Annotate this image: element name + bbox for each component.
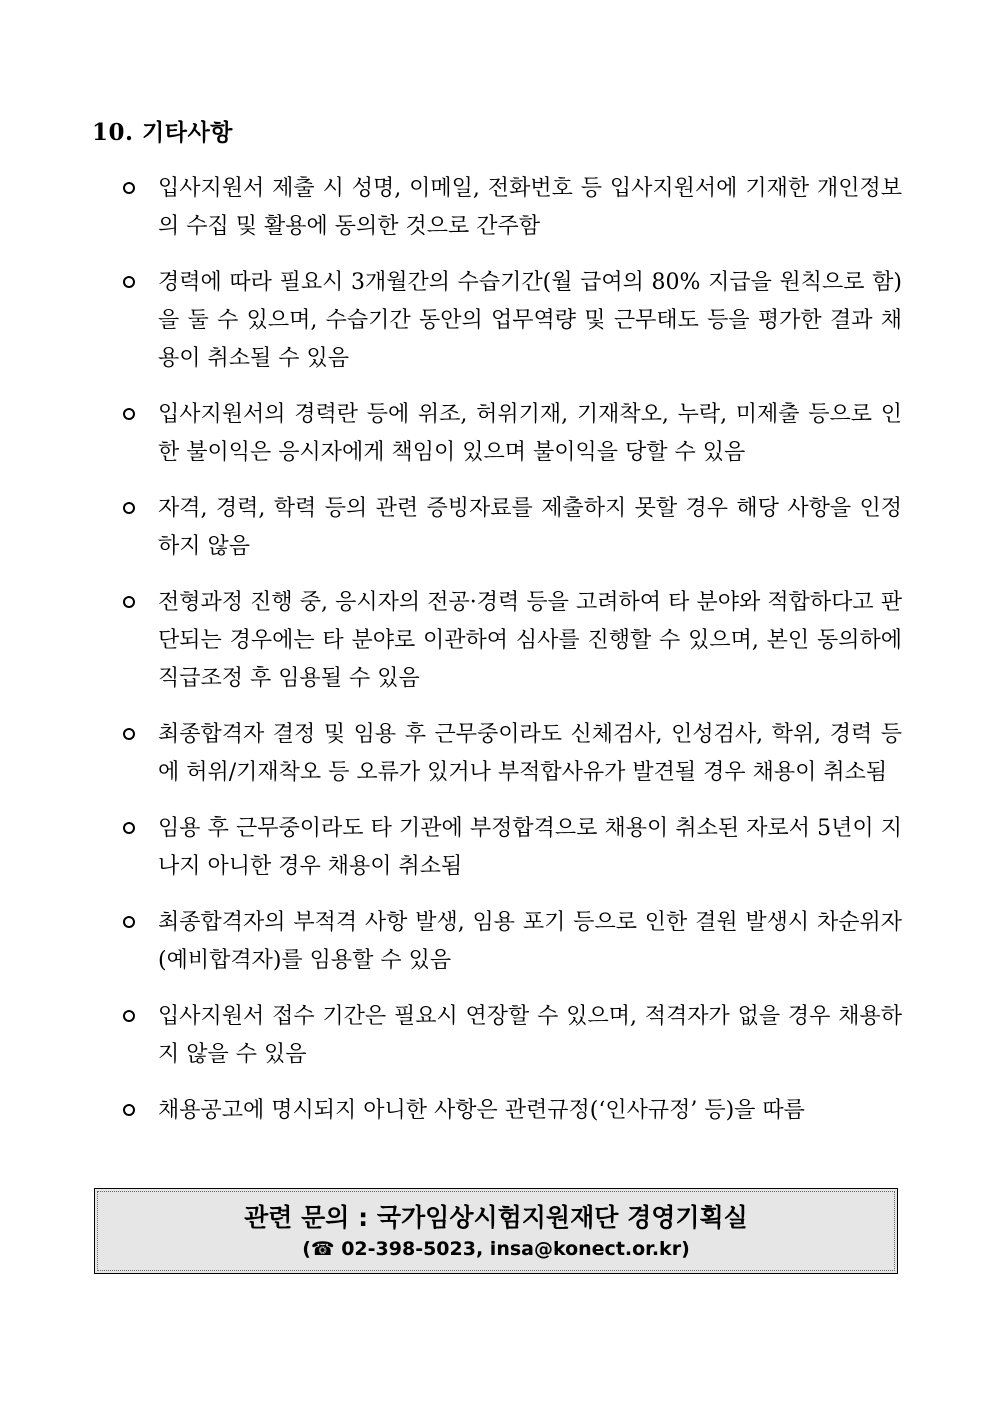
- list-item: [120, 810, 902, 886]
- list-item: [120, 264, 902, 378]
- circle-bullet-icon: [123, 822, 135, 834]
- circle-bullet-icon: [123, 596, 135, 608]
- circle-bullet-icon: [123, 728, 135, 740]
- section-title: 10. 기타사항: [92, 119, 233, 146]
- list-item-text: 전형과정 진행 중, 응시자의 전공·경력 등을 고려하여 타 분야와 적합하다고 판단되는 경우에는 타 분야로 이관하여 심사를 진행할 수 있으며, 본인 동의하에 직급조정 후 임용될 수 있음: [158, 590, 902, 691]
- circle-bullet-icon: [123, 276, 135, 288]
- list-item: [120, 584, 902, 698]
- list-item-text: 입사지원서 접수 기간은 필요시 연장할 수 있으며, 적격자가 없을 경우 채용하지 않을 수 있음: [158, 1004, 902, 1067]
- contact-box: [94, 1188, 898, 1274]
- circle-bullet-icon: [123, 1104, 135, 1116]
- list-item-text: 자격, 경력, 학력 등의 관련 증빙자료를 제출하지 못할 경우 해당 사항을 인정하지 않음: [158, 496, 902, 559]
- list-item: [120, 170, 902, 246]
- circle-bullet-icon: [123, 182, 135, 194]
- list-item-text: 임용 후 근무중이라도 타 기관에 부정합격으로 채용이 취소된 자로서 5년이 지나지 아니한 경우 채용이 취소됨: [158, 816, 902, 879]
- list-item-text: 입사지원서의 경력란 등에 위조, 허위기재, 기재착오, 누락, 미제출 등으로 인한 불이익은 응시자에게 책임이 있으며 불이익을 당할 수 있음: [158, 402, 902, 465]
- list-item: [120, 716, 902, 792]
- list-item-text: 최종합격자의 부적격 사항 발생, 임용 포기 등으로 인한 결원 발생시 차순위자(예비합격자)를 임용할 수 있음: [158, 910, 902, 973]
- contact-detail: (☎ 02-398-5023, insa@konect.or.kr): [302, 1238, 690, 1260]
- circle-bullet-icon: [123, 1010, 135, 1022]
- list-item: [120, 396, 902, 472]
- list-item-text: 입사지원서 제출 시 성명, 이메일, 전화번호 등 입사지원서에 기재한 개인정보의 수집 및 활용에 동의한 것으로 간주함: [158, 176, 902, 239]
- list-item: [120, 904, 902, 980]
- circle-bullet-icon: [123, 408, 135, 420]
- circle-bullet-icon: [123, 916, 135, 928]
- list-item-text: 채용공고에 명시되지 아니한 사항은 관련규정(‘인사규정’ 등)을 따름: [158, 1098, 805, 1123]
- list-item-text: 최종합격자 결정 및 임용 후 근무중이라도 신체검사, 인성검사, 학위, 경력 등에 허위/기재착오 등 오류가 있거나 부적합사유가 발견될 경우 채용이 취소됨: [158, 722, 902, 785]
- notice-list: [120, 170, 902, 1130]
- circle-bullet-icon: [123, 502, 135, 514]
- list-item: [120, 1092, 902, 1130]
- contact-title: 관련 문의 : 국가임상시험지원재단 경영기획실: [244, 1203, 748, 1232]
- list-item-text: 경력에 따라 필요시 3개월간의 수습기간(월 급여의 80% 지급을 원칙으로 함)을 둘 수 있으며, 수습기간 동안의 업무역량 및 근무태도 등을 평가한 결과 채용이 취소될 수 있음: [158, 270, 902, 371]
- list-item: [120, 490, 902, 566]
- list-item: [120, 998, 902, 1074]
